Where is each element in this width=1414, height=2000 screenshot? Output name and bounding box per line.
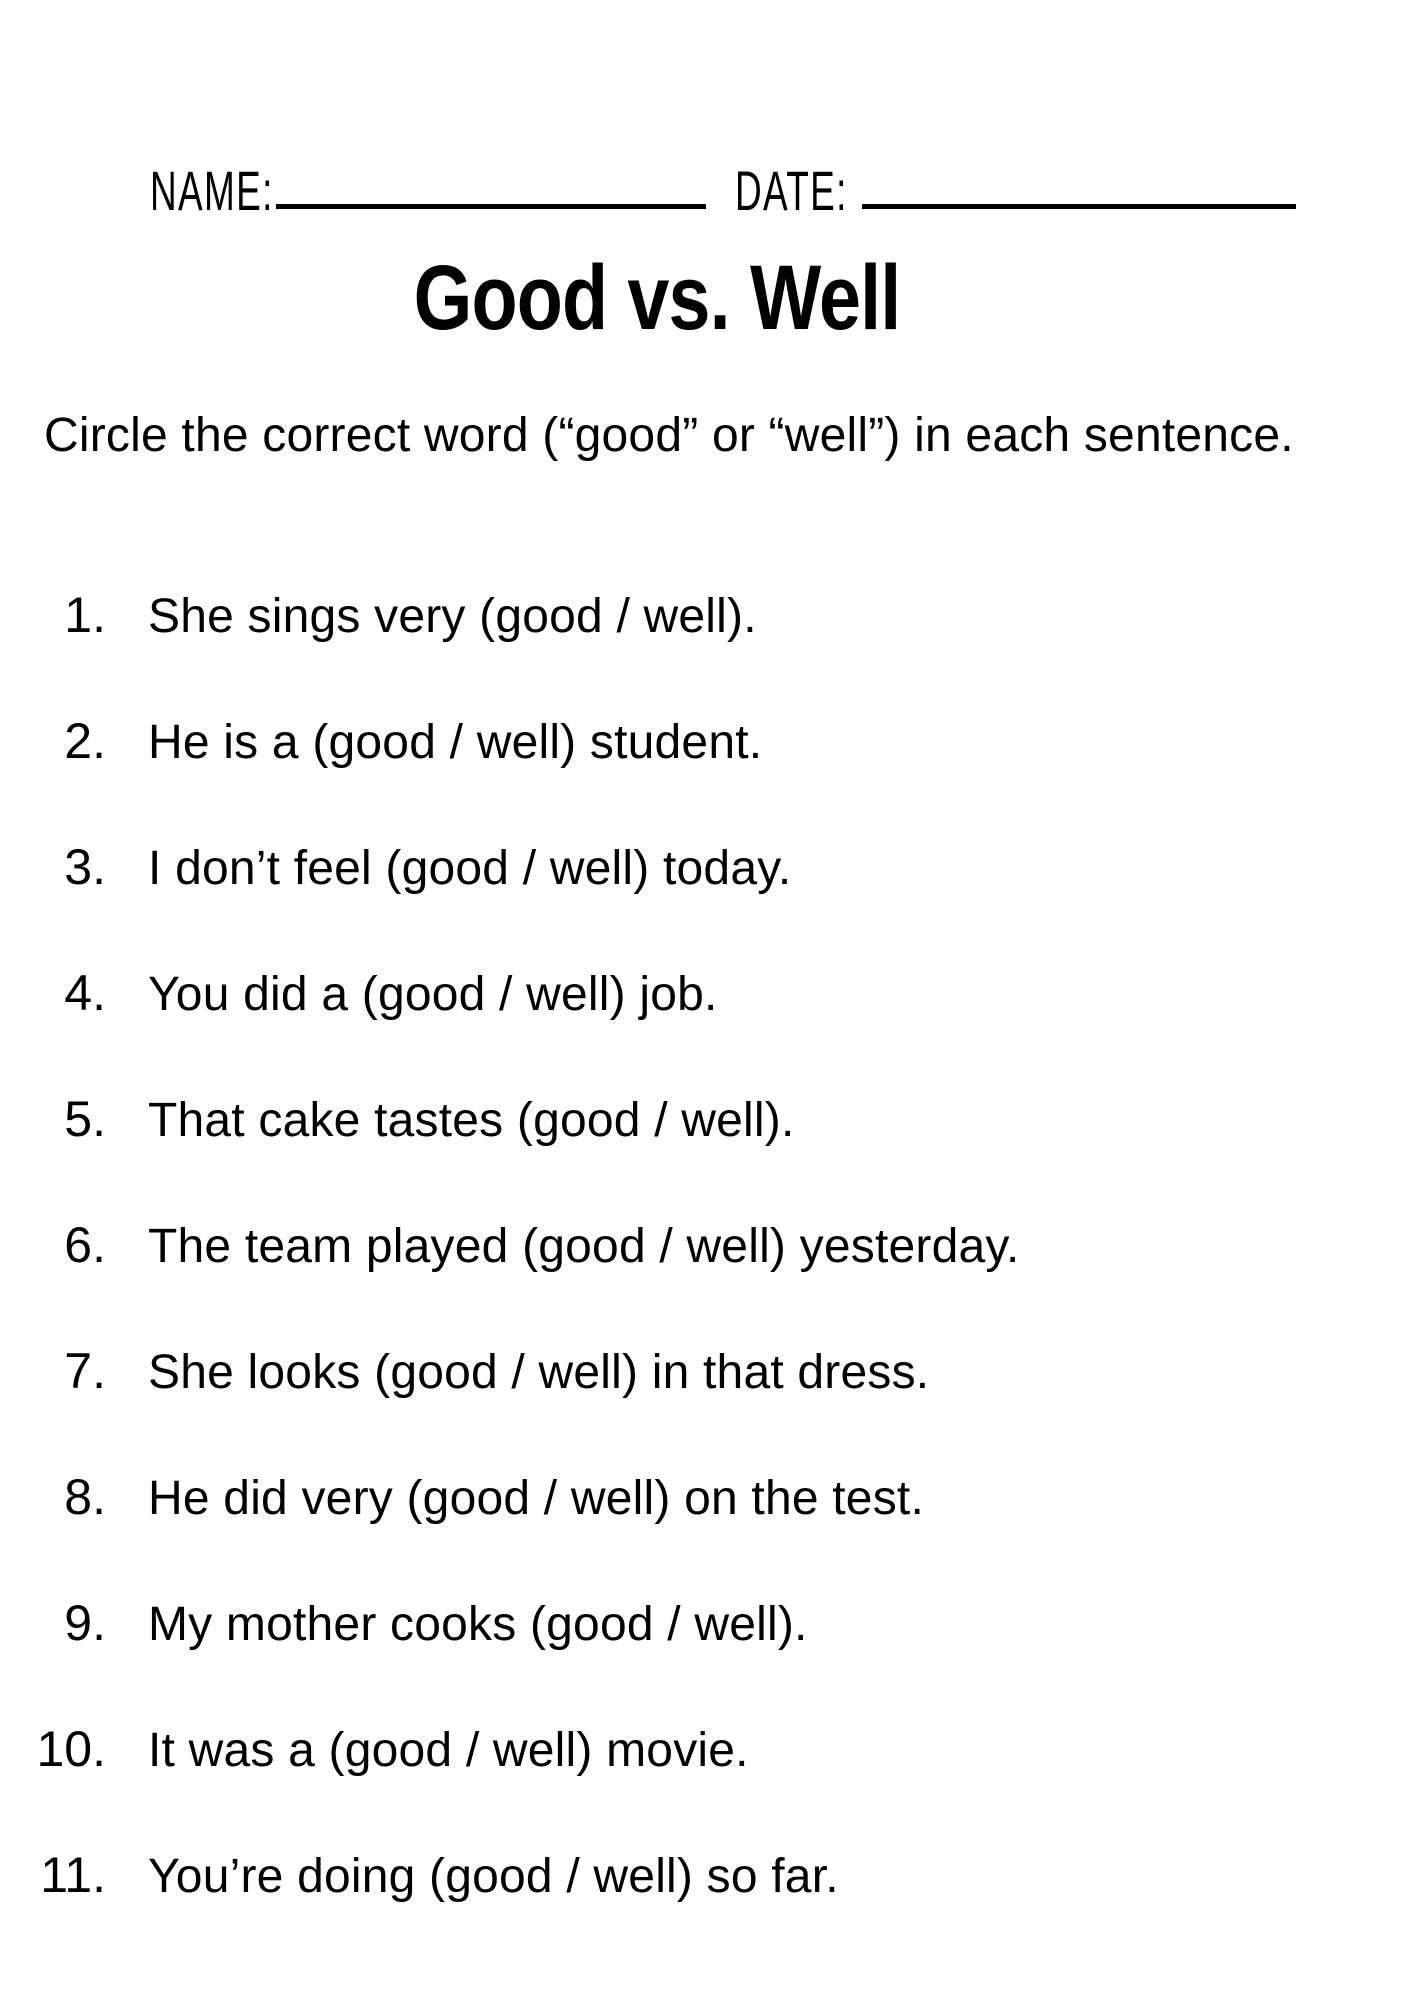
list-item [0, 1720, 1020, 1778]
item-text: That cake tastes (good / well). [148, 1094, 795, 1147]
item-text: I don’t feel (good / well) today. [148, 842, 792, 895]
item-number: 1. [64, 587, 106, 643]
name-label: NAME: [150, 159, 274, 222]
list-item [0, 1594, 1020, 1652]
item-text: He did very (good / well) on the test. [148, 1472, 924, 1525]
item-number: 6. [64, 1217, 106, 1273]
page-title: Good vs. Well [413, 247, 901, 349]
item-text: He is a (good / well) student. [148, 716, 763, 769]
date-blank-line[interactable] [862, 204, 1296, 209]
list-item [0, 712, 1020, 770]
item-number: 2. [64, 713, 106, 769]
item-number: 7. [64, 1343, 106, 1399]
header-row [0, 158, 1414, 228]
item-number: 10. [36, 1721, 106, 1777]
instruction-text: Circle the correct word (“good” or “well”) in each sentence. [44, 409, 1294, 462]
list-item [0, 1468, 1020, 1526]
item-text: She sings very (good / well). [148, 590, 757, 643]
item-number: 9. [64, 1595, 106, 1651]
item-text: The team played (good / well) yesterday. [148, 1220, 1020, 1273]
item-text: It was a (good / well) movie. [148, 1724, 749, 1777]
item-number: 11. [40, 1847, 106, 1903]
item-text: You’re doing (good / well) so far. [148, 1850, 839, 1903]
list-item [0, 964, 1020, 1022]
name-blank-line[interactable] [276, 204, 706, 209]
item-text: She looks (good / well) in that dress. [148, 1346, 930, 1399]
item-number: 5. [64, 1091, 106, 1147]
item-text: You did a (good / well) job. [148, 968, 718, 1021]
item-text: My mother cooks (good / well). [148, 1598, 808, 1651]
list-item [0, 1090, 1020, 1148]
items-list [0, 586, 1020, 1904]
list-item [0, 1216, 1020, 1274]
list-item [0, 838, 1020, 896]
item-number: 8. [64, 1469, 106, 1525]
list-item [0, 586, 1020, 644]
list-item [0, 1342, 1020, 1400]
list-item [0, 1846, 1020, 1904]
date-label: DATE: [735, 159, 848, 222]
item-number: 3. [64, 839, 106, 895]
item-number: 4. [64, 965, 106, 1021]
